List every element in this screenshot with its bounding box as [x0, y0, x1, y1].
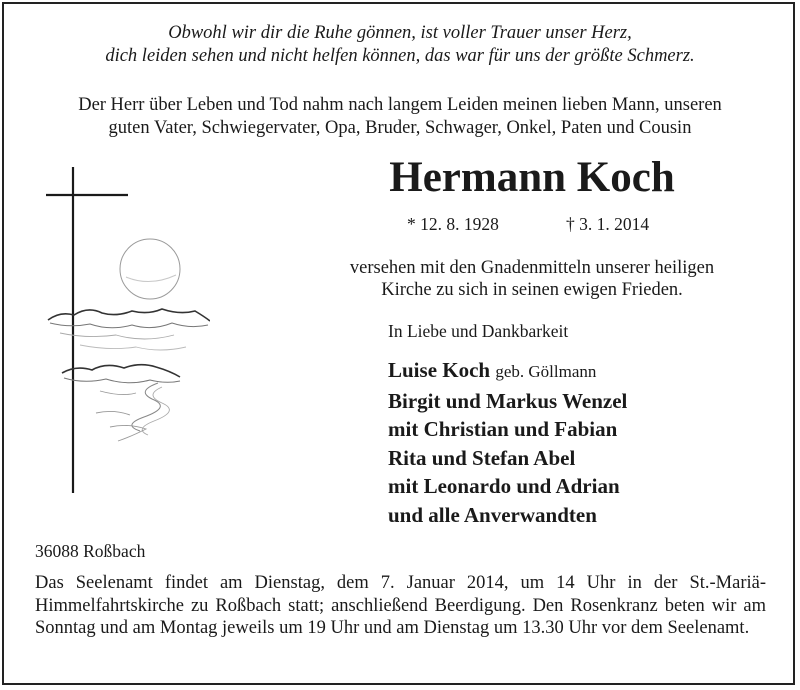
birth-date: * 12. 8. 1928: [407, 214, 499, 234]
mourners-list: [388, 356, 627, 529]
mourners-intro: In Liebe und Dankbarkeit: [388, 321, 569, 341]
motto-verse: [0, 22, 800, 68]
widow-maiden-name: geb. Göllmann: [495, 362, 597, 381]
motto-line-2: dich leiden sehen und nicht helfen können, das war für uns der größte Schmerz.: [105, 46, 695, 66]
intro-line-2: guten Vater, Schwiegervater, Opa, Bruder, Schwager, Onkel, Paten und Cousin: [108, 118, 692, 138]
sacrament-line-2: Kirche zu sich in seinen ewigen Frieden.: [381, 280, 683, 300]
mourner-line: mit Christian und Fabian: [388, 417, 618, 441]
widow-name: Luise Koch: [388, 358, 491, 382]
mourner-line: und alle Anverwandten: [388, 502, 597, 527]
mourner-widow: [388, 356, 627, 387]
motto-line-1: Obwohl wir dir die Ruhe gönnen, ist voller Trauer unser Herz,: [168, 23, 632, 43]
cross-landscape-icon: [40, 165, 210, 500]
sacrament-text: [300, 257, 764, 301]
death-date: † 3. 1. 2014: [566, 214, 650, 234]
address: 36088 Roßbach: [35, 541, 146, 561]
mourner-line: Rita und Stefan Abel: [388, 445, 576, 470]
funeral-notice: Das Seelenamt findet am Dienstag, dem 7. Januar 2014, um 14 Uhr in der St.-Mariä-Himmelfahrtskirche zu Roßbach statt; anschließend Beerdigung. Den Rosenkranz beten wir am Sonntag und am Montag jeweils um 19 Uhr und am Dienstag um 13.30 Uhr vor dem Seelenamt.: [35, 573, 766, 638]
sacrament-line-1: versehen mit den Gnadenmitteln unserer heiligen: [349, 258, 715, 278]
deceased-name: Hermann Koch: [389, 154, 675, 201]
intro-line-1: Der Herr über Leben und Tod nahm nach langem Leiden meinen lieben Mann, unseren: [78, 95, 722, 115]
intro-text: [0, 94, 800, 140]
mourner-line: mit Leonardo und Adrian: [388, 474, 620, 498]
mourner-line: Birgit und Markus Wenzel: [388, 388, 628, 413]
